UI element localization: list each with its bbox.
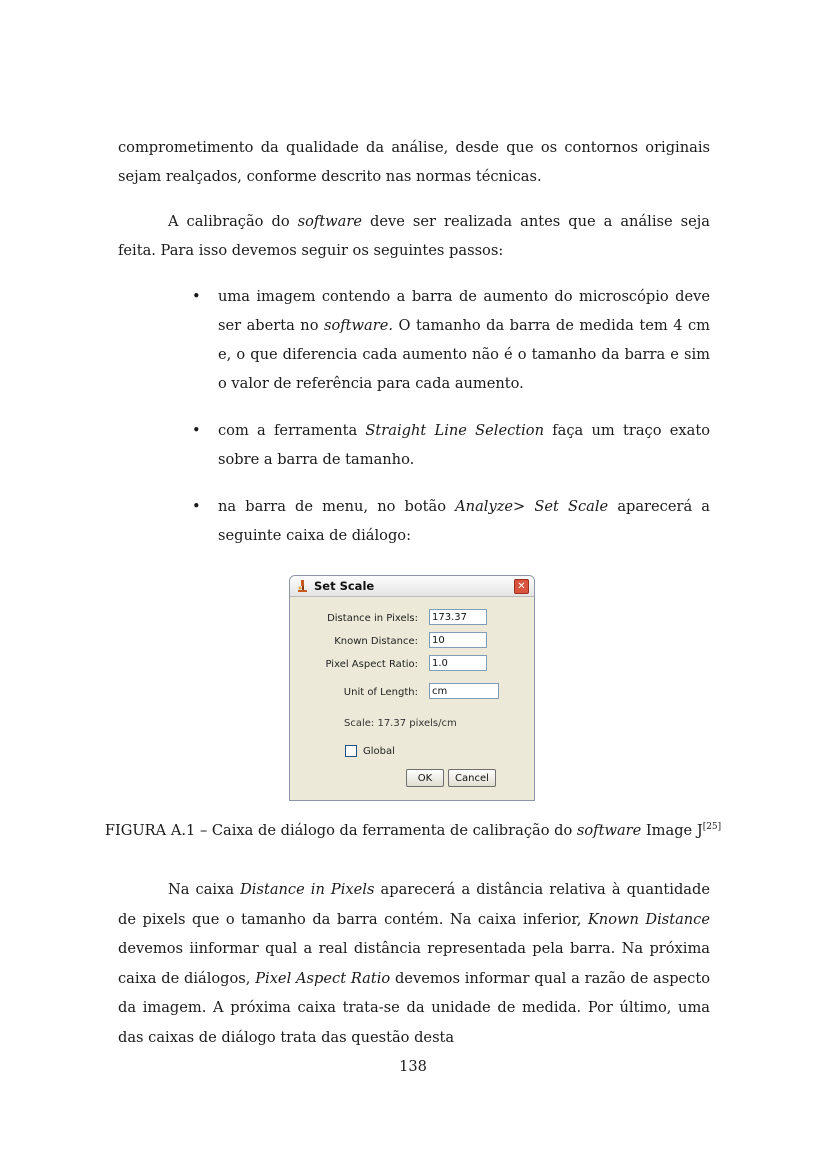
paragraph-calibration — [118, 207, 710, 265]
pixel-aspect-ratio-input[interactable]: 1.0 — [429, 655, 487, 671]
text-span: aparecerá a seguinte caixa de diálogo: — [218, 498, 710, 544]
main-text — [118, 133, 710, 568]
ok-button[interactable]: OK — [406, 769, 444, 787]
step-item — [218, 282, 710, 398]
text-span: Image J — [641, 822, 703, 839]
paragraph-explanation — [118, 875, 710, 1052]
text-span: na barra de menu, no botão — [218, 498, 456, 515]
unit-of-length-label: Unit of Length: — [343, 687, 418, 698]
microscope-icon — [296, 579, 308, 593]
emphasis: Known Distance — [587, 910, 710, 928]
global-checkbox[interactable] — [345, 745, 357, 757]
page-number: 138 — [399, 1058, 427, 1075]
global-checkbox-label: Global — [363, 746, 395, 757]
known-distance-label: Known Distance: — [334, 636, 418, 647]
emphasis: Pixel Aspect Ratio — [255, 969, 391, 987]
set-scale-dialog — [289, 575, 535, 801]
dialog-title: Set Scale — [314, 579, 375, 593]
citation-ref: [25] — [702, 822, 722, 832]
text-span: uma imagem contendo a barra de aumento do microscópio deve ser aberta no — [218, 288, 710, 334]
known-distance-input[interactable]: 10 — [429, 632, 487, 648]
text-span: O tamanho da barra de medida tem 4 cm e, o que diferencia cada aumento não é o tamanho da barra e sim o valor de referência para cada aumento. — [218, 317, 710, 392]
emphasis: software. — [324, 317, 393, 334]
text-span: Na caixa — [168, 881, 241, 898]
emphasis: Analyze> Set Scale — [455, 498, 609, 515]
close-button[interactable]: ✕ — [514, 579, 529, 594]
distance-in-pixels-label: Distance in Pixels: — [327, 613, 418, 624]
unit-of-length-input[interactable]: cm — [429, 683, 499, 699]
text-span: devemos informar qual a razão de aspecto da imagem. A próxima caixa trata-se da unidade de medida. Por último, uma das caixas de diálogo trata das questão desta — [118, 969, 710, 1046]
text-span: com a ferramenta — [218, 422, 366, 439]
text-span: A calibração do — [168, 213, 298, 230]
distance-in-pixels-input[interactable]: 173.37 — [429, 609, 487, 625]
text-span: aparecerá a distância relativa à quantidade de pixels que o tamanho da barra contém. Na caixa inferior, — [118, 881, 710, 928]
step-item — [218, 416, 710, 474]
explanation-text — [118, 875, 710, 1052]
text-span: devemos iinformar qual a real distância representada pela barra. Na próxima caixa de diálogos, — [118, 940, 710, 987]
emphasis: software — [576, 822, 642, 839]
figure-caption — [0, 822, 826, 839]
scale-readout: Scale: 17.37 pixels/cm — [344, 718, 457, 729]
pixel-aspect-ratio-label: Pixel Aspect Ratio: — [325, 659, 418, 670]
text-span: deve ser realizada antes que a análise seja feita. Para isso devemos seguir os seguintes passos: — [118, 213, 710, 259]
emphasis: Distance in Pixels — [240, 881, 375, 898]
emphasis: software — [297, 213, 362, 230]
text-span: FIGURA A.1 – Caixa de diálogo da ferramenta de calibração do — [104, 822, 577, 839]
text-span: faça um traço exato sobre a barra de tamanho. — [218, 422, 710, 468]
step-item — [218, 492, 710, 550]
figure-dialog-screenshot — [289, 575, 535, 801]
emphasis: Straight Line Selection — [365, 422, 544, 439]
paragraph-intro: comprometimento da qualidade da análise, desde que os contornos originais sejam realçados, conforme descrito nas normas técnicas. — [118, 139, 710, 185]
steps-list — [118, 282, 710, 550]
dialog-titlebar[interactable] — [290, 576, 534, 597]
cancel-button[interactable]: Cancel — [448, 769, 496, 787]
